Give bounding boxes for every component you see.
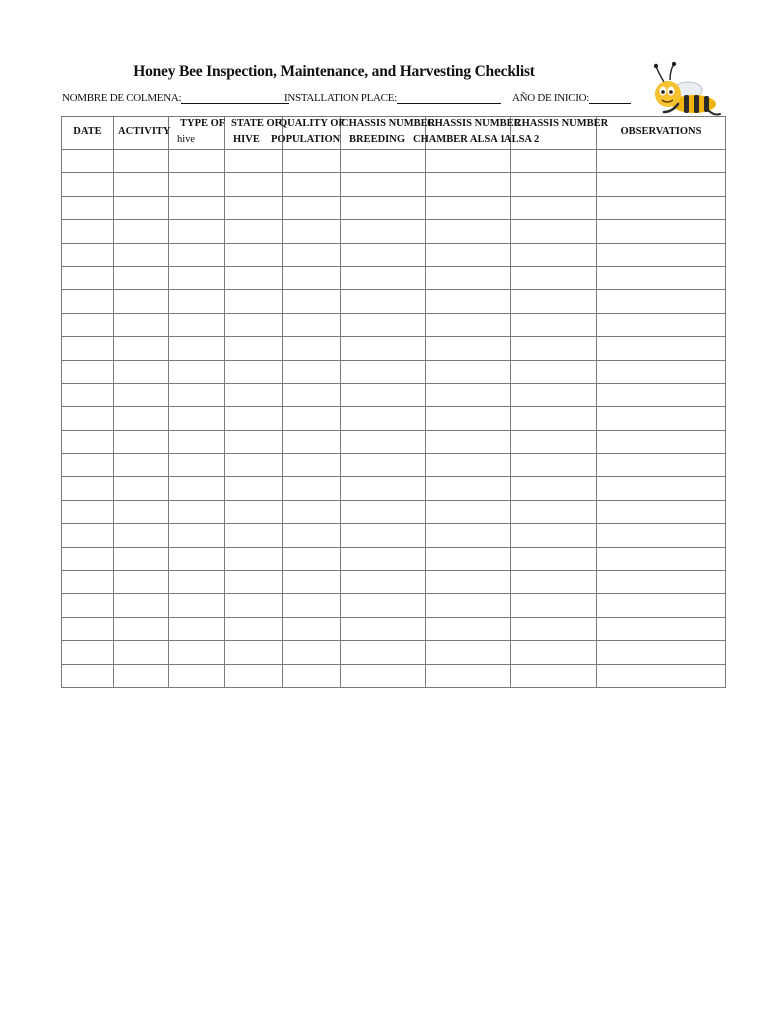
cell-state[interactable] (225, 313, 283, 336)
cell-activity[interactable] (114, 407, 169, 430)
cell-state[interactable] (225, 196, 283, 219)
table-row (62, 547, 726, 570)
cell-state[interactable] (225, 360, 283, 383)
cell-date[interactable] (62, 500, 114, 523)
cell-quality[interactable] (283, 547, 341, 570)
col-chassis1-label-1: CHASSIS NUMBER (341, 118, 436, 129)
cell-type[interactable] (169, 500, 225, 523)
table-row (62, 337, 726, 360)
cell-activity[interactable] (114, 594, 169, 617)
cell-quality[interactable] (283, 266, 341, 289)
cell-activity[interactable] (114, 641, 169, 664)
cell-observations[interactable] (597, 173, 726, 196)
cell-type[interactable] (169, 383, 225, 406)
table-row (62, 220, 726, 243)
cell-chassis-breeding[interactable] (341, 664, 426, 687)
col-chassis3-label-1: CHASSIS NUMBER (514, 118, 609, 129)
cell-chassis-breeding[interactable] (341, 360, 426, 383)
table-row (62, 290, 726, 313)
start-year-label: AÑO DE INICIO: (512, 92, 590, 104)
cell-quality[interactable] (283, 641, 341, 664)
cell-quality[interactable] (283, 290, 341, 313)
start-year-line (589, 92, 631, 104)
cell-chassis-breeding[interactable] (341, 477, 426, 500)
col-chassis1-label-2: BREEDING (349, 134, 406, 145)
cell-type[interactable] (169, 266, 225, 289)
col-type-label-1: TYPE OF (180, 118, 226, 129)
cell-quality[interactable] (283, 617, 341, 640)
checklist-table (61, 116, 726, 688)
cell-chassis-alsa2[interactable] (511, 150, 597, 173)
cell-type[interactable] (169, 454, 225, 477)
cell-chassis-alsa2[interactable] (511, 313, 597, 336)
table-row (62, 313, 726, 336)
start-year-field[interactable] (512, 92, 631, 104)
cell-state[interactable] (225, 220, 283, 243)
col-state-label-2: HIVE (233, 134, 260, 145)
cell-observations[interactable] (597, 477, 726, 500)
cell-date[interactable] (62, 220, 114, 243)
table-row (62, 500, 726, 523)
hive-name-line (181, 92, 289, 104)
cell-state[interactable] (225, 594, 283, 617)
cell-activity[interactable] (114, 617, 169, 640)
cell-activity[interactable] (114, 524, 169, 547)
table-row (62, 430, 726, 453)
cell-chassis-alsa1[interactable] (426, 594, 511, 617)
cell-chassis-alsa1[interactable] (426, 641, 511, 664)
col-quality-label-2: POPULATION (271, 134, 341, 145)
cell-observations[interactable] (597, 594, 726, 617)
col-chassis3-label-2: ALSA 2 (504, 134, 540, 145)
cell-type[interactable] (169, 524, 225, 547)
installation-place-line (397, 92, 501, 104)
cell-chassis-breeding[interactable] (341, 266, 426, 289)
cell-date[interactable] (62, 617, 114, 640)
table-row (62, 641, 726, 664)
cell-chassis-alsa1[interactable] (426, 220, 511, 243)
cell-state[interactable] (225, 337, 283, 360)
cell-activity[interactable] (114, 383, 169, 406)
cell-date[interactable] (62, 454, 114, 477)
cell-chassis-breeding[interactable] (341, 220, 426, 243)
cell-observations[interactable] (597, 150, 726, 173)
cell-type[interactable] (169, 150, 225, 173)
cell-state[interactable] (225, 266, 283, 289)
cell-state[interactable] (225, 617, 283, 640)
cell-activity[interactable] (114, 571, 169, 594)
cell-chassis-breeding[interactable] (341, 571, 426, 594)
cell-chassis-breeding[interactable] (341, 454, 426, 477)
table-row (62, 524, 726, 547)
cell-chassis-alsa1[interactable] (426, 524, 511, 547)
cell-chassis-alsa1[interactable] (426, 477, 511, 500)
document-title: Honey Bee Inspection, Maintenance, and Harvesting Checklist (133, 63, 535, 80)
cell-chassis-alsa2[interactable] (511, 290, 597, 313)
table-row (62, 594, 726, 617)
cell-state[interactable] (225, 290, 283, 313)
cell-state[interactable] (225, 500, 283, 523)
table-row (62, 150, 726, 173)
cell-date[interactable] (62, 290, 114, 313)
cell-observations[interactable] (597, 547, 726, 570)
cell-date[interactable] (62, 571, 114, 594)
cell-chassis-alsa2[interactable] (511, 477, 597, 500)
cell-quality[interactable] (283, 430, 341, 453)
col-activity-label: ACTIVITY (118, 126, 171, 137)
cell-date[interactable] (62, 383, 114, 406)
table-row (62, 407, 726, 430)
cell-date[interactable] (62, 641, 114, 664)
cell-activity[interactable] (114, 500, 169, 523)
cell-state[interactable] (225, 664, 283, 687)
cell-quality[interactable] (283, 150, 341, 173)
cell-date[interactable] (62, 173, 114, 196)
cell-type[interactable] (169, 477, 225, 500)
cell-state[interactable] (225, 243, 283, 266)
cell-activity[interactable] (114, 313, 169, 336)
col-type-label-2: hive (177, 134, 196, 145)
cell-observations[interactable] (597, 290, 726, 313)
cell-chassis-alsa1[interactable] (426, 454, 511, 477)
cell-chassis-breeding[interactable] (341, 500, 426, 523)
cell-chassis-alsa2[interactable] (511, 243, 597, 266)
cell-date[interactable] (62, 337, 114, 360)
cell-date[interactable] (62, 430, 114, 453)
col-quality-label-1: QUALITY OF (279, 118, 345, 129)
cell-chassis-breeding[interactable] (341, 243, 426, 266)
bee-mascot-icon (648, 60, 722, 120)
cell-quality[interactable] (283, 571, 341, 594)
cell-chassis-alsa1[interactable] (426, 290, 511, 313)
cell-observations[interactable] (597, 243, 726, 266)
cell-quality[interactable] (283, 360, 341, 383)
cell-state[interactable] (225, 547, 283, 570)
cell-date[interactable] (62, 407, 114, 430)
cell-type[interactable] (169, 337, 225, 360)
installation-place-label: INSTALLATION PLACE: (284, 92, 397, 104)
cell-chassis-breeding[interactable] (341, 150, 426, 173)
cell-activity[interactable] (114, 220, 169, 243)
cell-chassis-alsa2[interactable] (511, 641, 597, 664)
cell-quality[interactable] (283, 337, 341, 360)
cell-chassis-breeding[interactable] (341, 594, 426, 617)
cell-type[interactable] (169, 173, 225, 196)
cell-type[interactable] (169, 641, 225, 664)
cell-observations[interactable] (597, 383, 726, 406)
table-row (62, 477, 726, 500)
cell-observations[interactable] (597, 360, 726, 383)
table-row (62, 664, 726, 687)
col-quality-of-population (271, 117, 345, 150)
cell-type[interactable] (169, 407, 225, 430)
cell-type[interactable] (169, 571, 225, 594)
col-activity (114, 117, 169, 150)
cell-quality[interactable] (283, 220, 341, 243)
cell-type[interactable] (169, 196, 225, 219)
cell-type[interactable] (169, 430, 225, 453)
cell-chassis-alsa2[interactable] (511, 571, 597, 594)
col-observations-label: OBSERVATIONS (620, 126, 702, 137)
cell-chassis-breeding[interactable] (341, 313, 426, 336)
cell-date[interactable] (62, 477, 114, 500)
cell-chassis-alsa2[interactable] (511, 594, 597, 617)
cell-quality[interactable] (283, 196, 341, 219)
cell-state[interactable] (225, 430, 283, 453)
cell-type[interactable] (169, 594, 225, 617)
hive-name-field[interactable] (62, 92, 289, 104)
cell-type[interactable] (169, 243, 225, 266)
col-date-label: DATE (73, 126, 102, 137)
cell-chassis-alsa2[interactable] (511, 337, 597, 360)
cell-observations[interactable] (597, 524, 726, 547)
cell-activity[interactable] (114, 196, 169, 219)
cell-date[interactable] (62, 266, 114, 289)
installation-place-field[interactable] (284, 92, 501, 104)
cell-observations[interactable] (597, 430, 726, 453)
header-fields (62, 92, 662, 108)
cell-observations[interactable] (597, 220, 726, 243)
table-row (62, 617, 726, 640)
cell-observations[interactable] (597, 313, 726, 336)
cell-chassis-breeding[interactable] (341, 524, 426, 547)
cell-chassis-alsa2[interactable] (511, 500, 597, 523)
cell-quality[interactable] (283, 594, 341, 617)
cell-chassis-alsa1[interactable] (426, 500, 511, 523)
cell-activity[interactable] (114, 266, 169, 289)
cell-type[interactable] (169, 664, 225, 687)
cell-observations[interactable] (597, 500, 726, 523)
cell-observations[interactable] (597, 617, 726, 640)
col-state-label-1: STATE OF (231, 118, 282, 129)
cell-quality[interactable] (283, 454, 341, 477)
cell-quality[interactable] (283, 524, 341, 547)
col-chassis-alsa2 (504, 117, 609, 150)
cell-chassis-alsa1[interactable] (426, 313, 511, 336)
cell-quality[interactable] (283, 173, 341, 196)
cell-chassis-alsa2[interactable] (511, 383, 597, 406)
cell-activity[interactable] (114, 243, 169, 266)
cell-type[interactable] (169, 617, 225, 640)
cell-date[interactable] (62, 524, 114, 547)
cell-chassis-alsa2[interactable] (511, 430, 597, 453)
cell-type[interactable] (169, 290, 225, 313)
cell-chassis-alsa1[interactable] (426, 337, 511, 360)
cell-chassis-breeding[interactable] (341, 617, 426, 640)
cell-chassis-alsa1[interactable] (426, 360, 511, 383)
cell-chassis-breeding[interactable] (341, 430, 426, 453)
cell-state[interactable] (225, 150, 283, 173)
cell-observations[interactable] (597, 407, 726, 430)
cell-quality[interactable] (283, 477, 341, 500)
cell-chassis-alsa1[interactable] (426, 664, 511, 687)
cell-date[interactable] (62, 313, 114, 336)
col-observations (597, 117, 726, 150)
col-chassis2-label-2: CHAMBER ALSA 1 (413, 134, 506, 145)
cell-chassis-alsa2[interactable] (511, 407, 597, 430)
cell-observations[interactable] (597, 571, 726, 594)
cell-activity[interactable] (114, 173, 169, 196)
cell-state[interactable] (225, 407, 283, 430)
cell-chassis-alsa1[interactable] (426, 243, 511, 266)
cell-activity[interactable] (114, 360, 169, 383)
cell-date[interactable] (62, 594, 114, 617)
cell-chassis-alsa2[interactable] (511, 664, 597, 687)
cell-observations[interactable] (597, 266, 726, 289)
cell-chassis-breeding[interactable] (341, 641, 426, 664)
hive-name-label: NOMBRE DE COLMENA: (62, 92, 182, 104)
cell-quality[interactable] (283, 243, 341, 266)
cell-chassis-alsa1[interactable] (426, 383, 511, 406)
cell-type[interactable] (169, 360, 225, 383)
cell-date[interactable] (62, 360, 114, 383)
cell-state[interactable] (225, 454, 283, 477)
cell-quality[interactable] (283, 407, 341, 430)
cell-activity[interactable] (114, 290, 169, 313)
cell-chassis-alsa1[interactable] (426, 266, 511, 289)
cell-chassis-alsa1[interactable] (426, 173, 511, 196)
table-row (62, 173, 726, 196)
cell-type[interactable] (169, 220, 225, 243)
cell-state[interactable] (225, 173, 283, 196)
cell-date[interactable] (62, 547, 114, 570)
cell-chassis-alsa2[interactable] (511, 547, 597, 570)
cell-chassis-alsa2[interactable] (511, 360, 597, 383)
table-body (62, 150, 726, 688)
cell-chassis-alsa2[interactable] (511, 220, 597, 243)
cell-chassis-breeding[interactable] (341, 173, 426, 196)
cell-observations[interactable] (597, 664, 726, 687)
cell-quality[interactable] (283, 313, 341, 336)
table-row (62, 383, 726, 406)
cell-type[interactable] (169, 313, 225, 336)
col-type-of-hive (169, 117, 225, 150)
cell-quality[interactable] (283, 383, 341, 406)
cell-activity[interactable] (114, 547, 169, 570)
table-row (62, 243, 726, 266)
cell-activity[interactable] (114, 454, 169, 477)
cell-observations[interactable] (597, 337, 726, 360)
cell-activity[interactable] (114, 664, 169, 687)
cell-chassis-alsa1[interactable] (426, 196, 511, 219)
cell-date[interactable] (62, 664, 114, 687)
cell-chassis-breeding[interactable] (341, 547, 426, 570)
cell-chassis-breeding[interactable] (341, 290, 426, 313)
cell-chassis-alsa1[interactable] (426, 547, 511, 570)
cell-observations[interactable] (597, 196, 726, 219)
cell-activity[interactable] (114, 477, 169, 500)
cell-quality[interactable] (283, 664, 341, 687)
cell-state[interactable] (225, 641, 283, 664)
cell-chassis-alsa1[interactable] (426, 150, 511, 173)
cell-activity[interactable] (114, 150, 169, 173)
cell-chassis-breeding[interactable] (341, 337, 426, 360)
cell-observations[interactable] (597, 641, 726, 664)
cell-chassis-breeding[interactable] (341, 407, 426, 430)
cell-observations[interactable] (597, 454, 726, 477)
cell-activity[interactable] (114, 430, 169, 453)
cell-chassis-breeding[interactable] (341, 196, 426, 219)
col-date (62, 117, 114, 150)
cell-quality[interactable] (283, 500, 341, 523)
cell-date[interactable] (62, 243, 114, 266)
table-row (62, 454, 726, 477)
cell-state[interactable] (225, 524, 283, 547)
cell-chassis-breeding[interactable] (341, 383, 426, 406)
cell-chassis-alsa1[interactable] (426, 571, 511, 594)
cell-chassis-alsa2[interactable] (511, 454, 597, 477)
cell-state[interactable] (225, 571, 283, 594)
table-row (62, 266, 726, 289)
cell-chassis-alsa2[interactable] (511, 173, 597, 196)
cell-chassis-alsa2[interactable] (511, 617, 597, 640)
table-row (62, 360, 726, 383)
cell-date[interactable] (62, 196, 114, 219)
table-row (62, 571, 726, 594)
cell-chassis-alsa2[interactable] (511, 196, 597, 219)
cell-chassis-alsa1[interactable] (426, 407, 511, 430)
header-row (62, 117, 726, 150)
cell-chassis-alsa1[interactable] (426, 617, 511, 640)
cell-state[interactable] (225, 477, 283, 500)
cell-activity[interactable] (114, 337, 169, 360)
cell-chassis-alsa2[interactable] (511, 524, 597, 547)
cell-chassis-alsa1[interactable] (426, 430, 511, 453)
cell-date[interactable] (62, 150, 114, 173)
cell-state[interactable] (225, 383, 283, 406)
col-chassis2-label-1: CHASSIS NUMBER (427, 118, 522, 129)
cell-chassis-alsa2[interactable] (511, 266, 597, 289)
cell-type[interactable] (169, 547, 225, 570)
table-row (62, 196, 726, 219)
